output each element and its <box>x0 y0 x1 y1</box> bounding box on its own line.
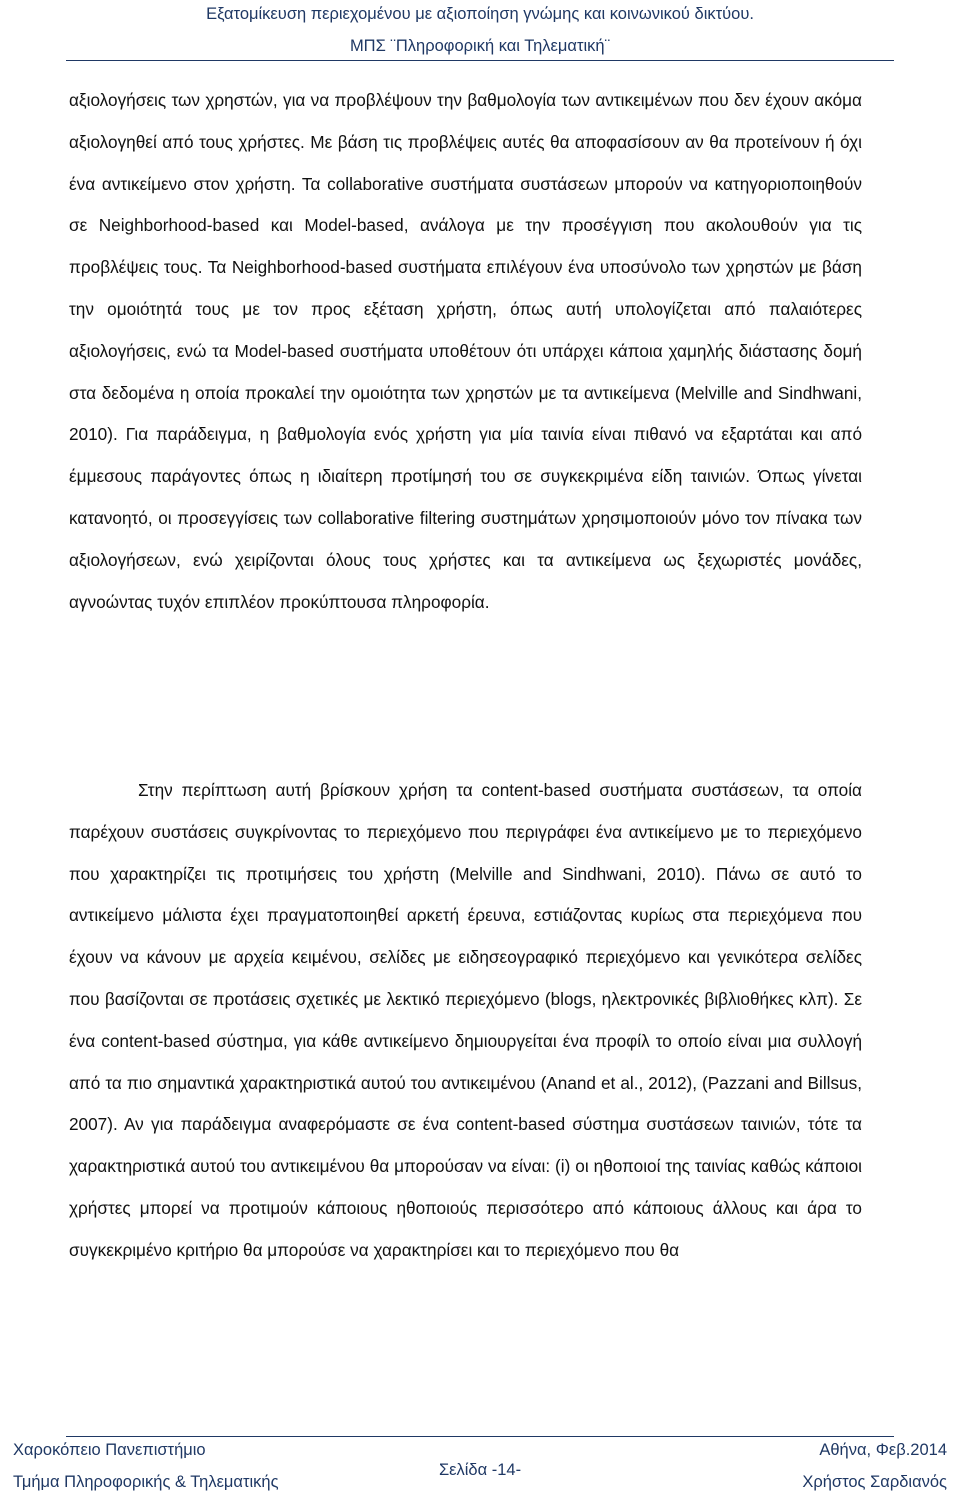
header-divider <box>66 60 894 61</box>
footer-divider <box>66 1436 894 1437</box>
body-paragraph-1 <box>69 80 862 623</box>
header-title: Εξατομίκευση περιεχομένου με αξιοποίηση γνώμης και κοινωνικού δικτύου. <box>206 5 754 23</box>
footer-author: Χρήστος Σαρδιανός <box>802 1473 947 1491</box>
footer-place-date: Αθήνα, Φεβ.2014 <box>819 1441 947 1459</box>
page-number: Σελίδα -14- <box>438 1461 522 1479</box>
header-program: ΜΠΣ ¨Πληροφορική και Τηλεματική¨ <box>349 37 611 55</box>
body-paragraph-2 <box>69 770 862 1272</box>
page-footer <box>0 1436 960 1497</box>
paragraph-text: Στην περίπτωση αυτή βρίσκουν χρήση τα content-based συστήματα συστάσεων, τα οποία παρέχουν συστάσεις συγκρίνοντας το περιεχόμενο που περιγράφει ένα αντικείμενο με το περιεχόμενο που χαρακτηρίζει τις προτιμήσεις του χρήστη (Melville and Sindhwani, 2010). Πάνω σε αυτό το αντικείμενο μάλιστα έχει πραγματοποιηθεί αρκετή έρευνα, εστιάζοντας κυρίως στα περιεχόμενα που έχουν να κάνουν με αρχεία κειμένου, σελίδες με ειδησεογραφικό περιεχόμενο και γενικότερα σελίδες που βασίζονται σε προτάσεις σχετικές με λεκτικό περιεχόμενο (blogs, ηλεκτρονικές βιβλιοθήκες κλπ). Σε ένα content-based σύστημα, για κάθε αντικείμενο δημιουργείται ένα προφίλ το οποίο είναι μια συλλογή από τα πιο σημαντικά χαρακτηριστικά αυτού του αντικειμένου (Anand et al., 2012), (Pazzani and Billsus, 2007). Αν για παράδειγμα αναφερόμαστε σε ένα content-based σύστημα συστάσεων ταινιών, τότε τα χαρακτηριστικά αυτού του αντικειμένου θα μπορούσαν να είναι: (i) οι ηθοποιοί της ταινίας καθώς κάποιοι χρήστες μπορεί να προτιμούν κάποιους ηθοποιούς περισσότερο από κάποιους άλλους και άρα το συγκεκριμένο κριτήριο θα μπορούσε να χαρακτηρίσει και το περιεχόμενο που θα <box>69 780 862 1260</box>
paragraph-text: αξιολογήσεις των χρηστών, για να προβλέψουν την βαθμολογία των αντικειμένων που δεν έχουν ακόμα αξιολογηθεί από τους χρήστες. Με βάση τις προβλέψεις αυτές θα αποφασίσουν αν θα προτείνουν ή όχι ένα αντικείμενο στον χρήστη. Τα collaborative συστήματα συστάσεων μπορούν να κατηγοριοποιηθούν σε Neighborhood-based και Model-based, ανάλογα με την προσέγγιση που ακολουθούν για τις προβλέψεις τους. Τα Neighborhood-based συστήματα επιλέγουν ένα υποσύνολο των χρηστών με βάση την ομοιότητά τους με τον προς εξέταση χρήστη, όπως αυτή υπολογίζεται από παλαιότερες αξιολογήσεις, ενώ τα Model-based συστήματα υποθέτουν ότι υπάρχει κάποια χαμηλής διάστασης δομή στα δεδομένα η οποία προκαλεί την ομοιότητα των χρηστών με τα αντικείμενα (Melville and Sindhwani, 2010). Για παράδειγμα, η βαθμολογία ενός χρήστη για μία ταινία είναι πιθανό να εξαρτάται και από έμμεσους παράγοντες όπως η ιδιαίτερη προτίμησή του σε συγκεκριμένα είδη ταινιών. Όπως γίνεται κατανοητό, οι προσεγγίσεις των collaborative filtering συστημάτων χρησιμοποιούν μόνο τον πίνακα των αξιολογήσεων, ενώ χειρίζονται όλους τους χρήστες και τα αντικείμενα ως ξεχωριστές μονάδες, αγνοώντας τυχόν επιπλέον προκύπτουσα πληροφορία. <box>69 90 862 612</box>
footer-department: Τμήμα Πληροφορικής & Τηλεματικής <box>13 1473 279 1491</box>
footer-university: Χαροκόπειο Πανεπιστήμιο <box>13 1441 206 1459</box>
